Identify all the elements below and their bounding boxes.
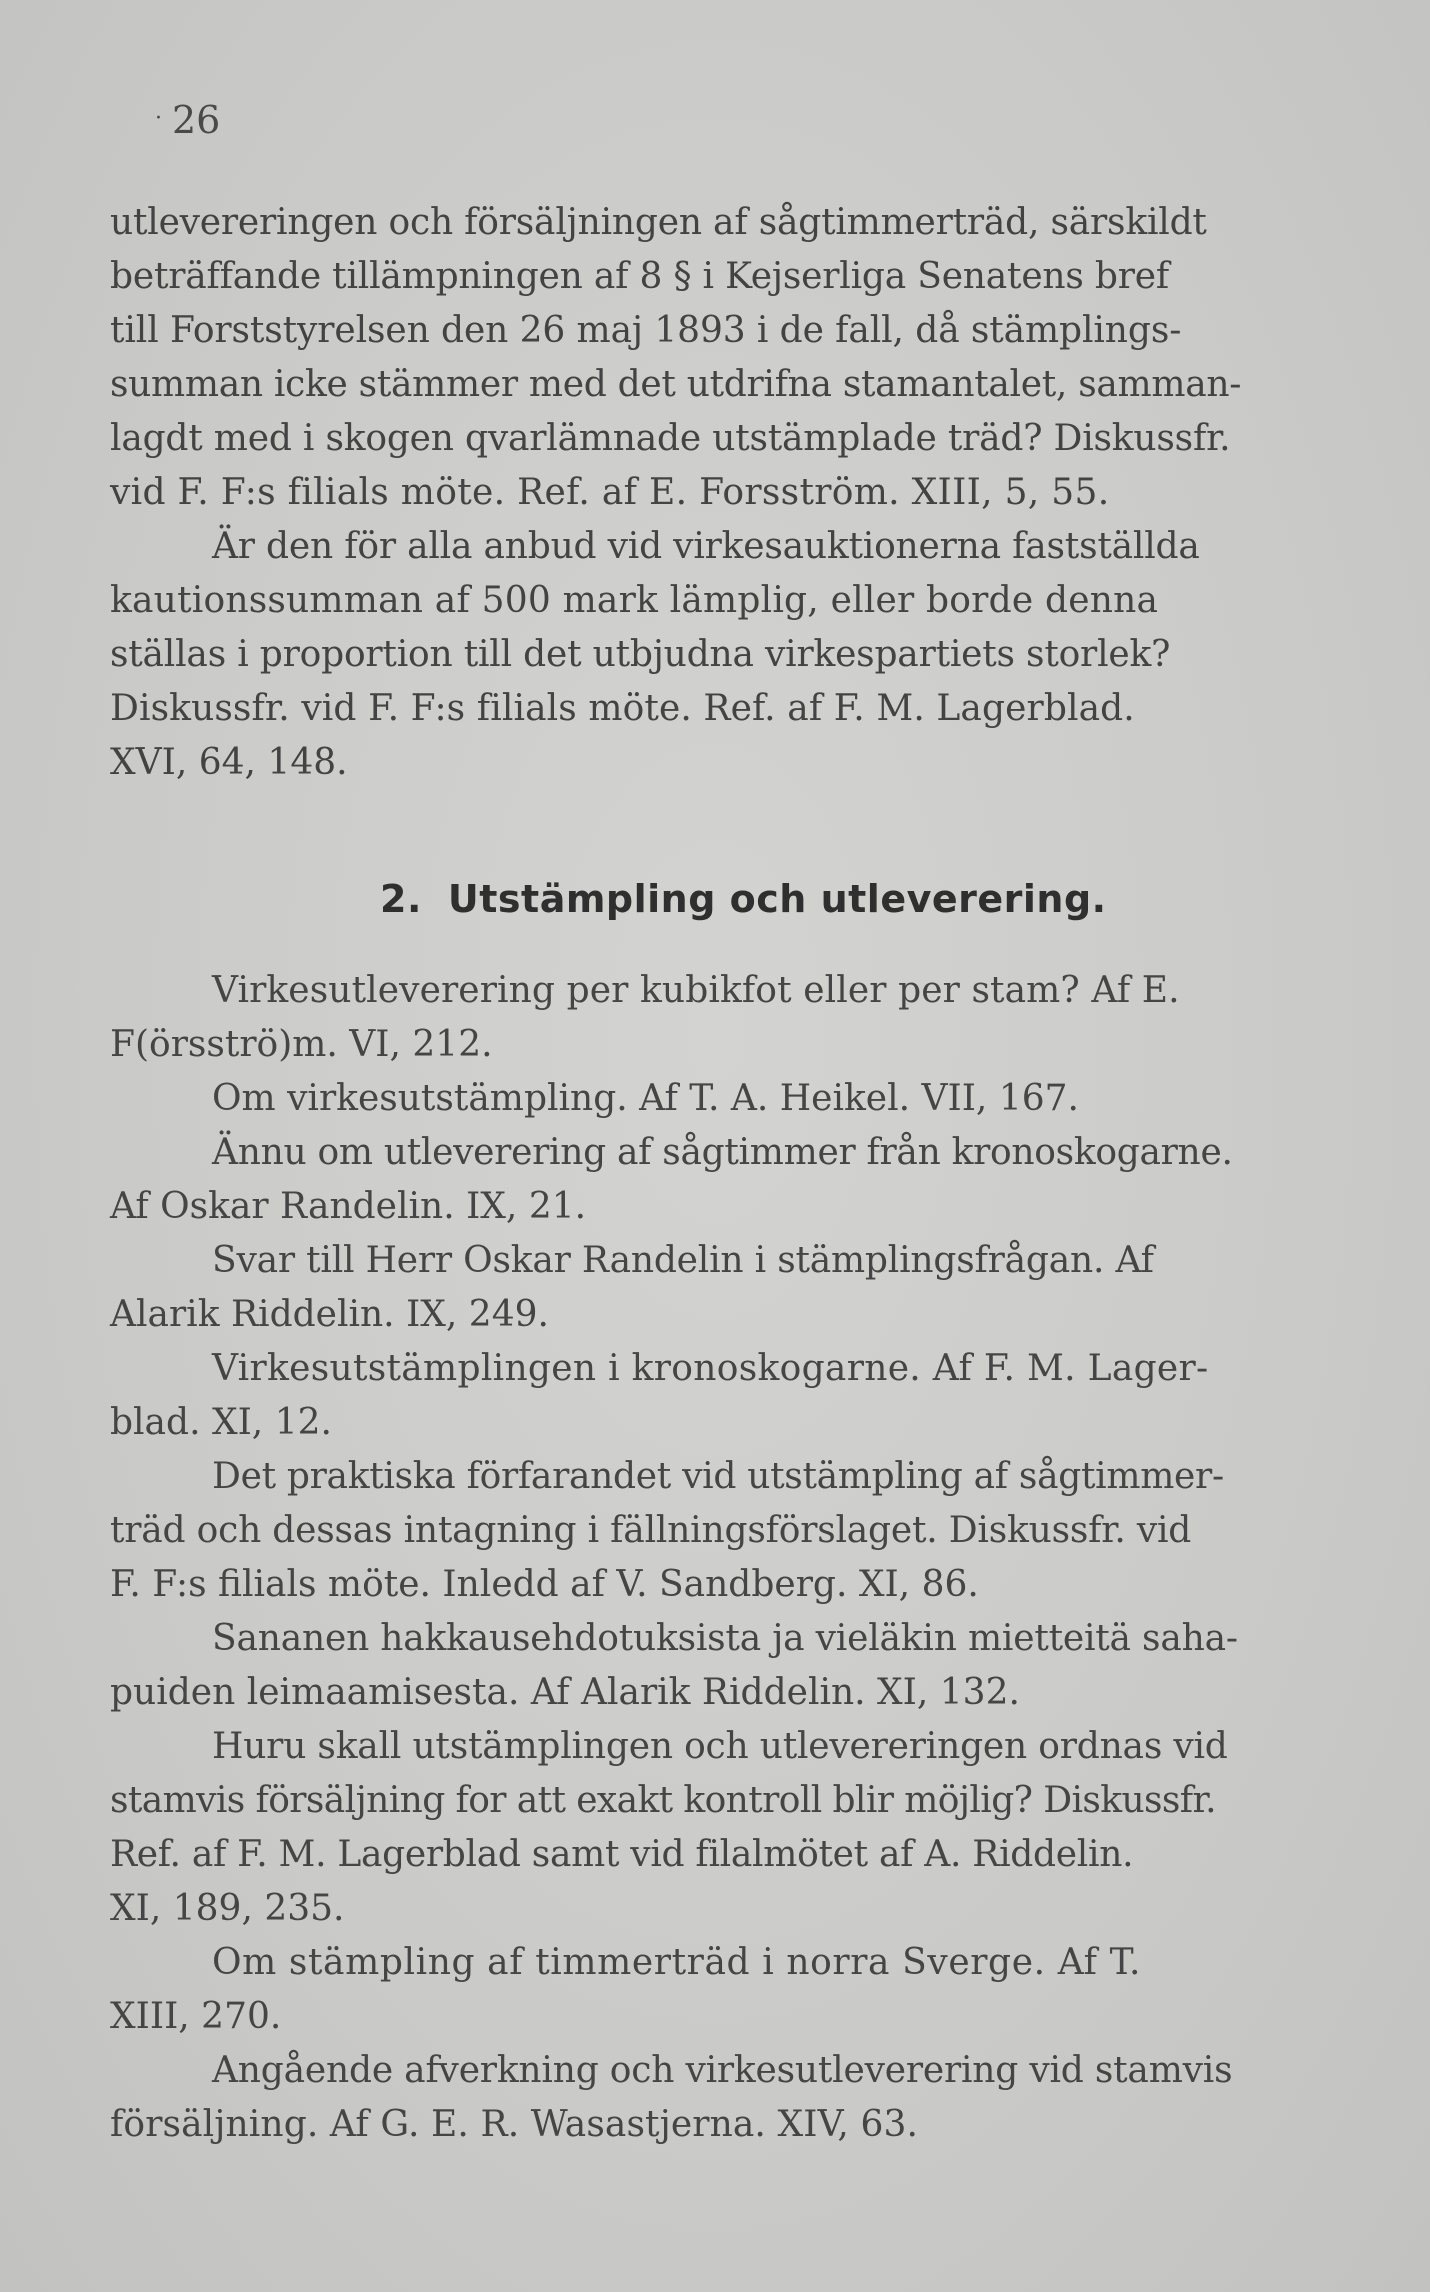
text-line: puiden leimaamisesta. Af Alarik Riddelin. XI, 132. bbox=[110, 1672, 1020, 1713]
text-line: lagdt med i skogen qvarlämnade utstämplade träd? Diskussfr. bbox=[110, 418, 1231, 459]
page-number-value: 26 bbox=[172, 98, 221, 142]
page-number-dot: · bbox=[155, 106, 162, 131]
section-number: 2. bbox=[380, 877, 422, 921]
text-line: F. F:s filials möte. Inledd af V. Sandberg. XI, 86. bbox=[110, 1564, 979, 1605]
text-line: Virkesutstämplingen i kronoskogarne. Af F. M. Lager- bbox=[212, 1348, 1209, 1389]
text-line: summan icke stämmer med det utdrifna stamantalet, samman- bbox=[110, 364, 1242, 405]
text-line: XI, 189, 235. bbox=[110, 1888, 345, 1929]
text-line: beträffande tillämpningen af 8 § i Kejserliga Senatens bref bbox=[110, 256, 1170, 297]
text-line: träd och dessas intagning i fällningsförslaget. Diskussfr. vid bbox=[110, 1510, 1192, 1551]
text-line: Är den för alla anbud vid virkesauktionerna fastställda bbox=[212, 526, 1200, 567]
section-title: Utstämpling och utleverering. bbox=[447, 877, 1107, 921]
text-line: Af Oskar Randelin. IX, 21. bbox=[110, 1186, 587, 1227]
text-line: Det praktiska förfarandet vid utstämpling af sågtimmer- bbox=[212, 1456, 1224, 1497]
text-line: blad. XI, 12. bbox=[110, 1402, 332, 1443]
text-line: Angående afverkning och virkesutleverering vid stamvis bbox=[212, 2050, 1233, 2091]
text-line: försäljning. Af G. E. R. Wasastjerna. XIV, 63. bbox=[110, 2104, 919, 2145]
text-line: Virkesutleverering per kubikfot eller per stam? Af E. bbox=[212, 970, 1180, 1011]
text-line: F(örsströ)m. VI, 212. bbox=[110, 1024, 493, 1065]
text-line: stamvis försäljning for att exakt kontroll blir möjlig? Diskussfr. bbox=[110, 1780, 1217, 1821]
text-line: Diskussfr. vid F. F:s filials möte. Ref. af F. M. Lagerblad. bbox=[110, 688, 1135, 729]
text-line: utlevereringen och försäljningen af sågtimmerträd, särskildt bbox=[110, 202, 1207, 243]
section-heading bbox=[380, 877, 1107, 921]
text-line: XVI, 64, 148. bbox=[110, 742, 348, 783]
text-line: Svar till Herr Oskar Randelin i stämplingsfrågan. Af bbox=[212, 1240, 1154, 1281]
text-line: Sananen hakkausehdotuksista ja vieläkin mietteitä saha- bbox=[212, 1618, 1238, 1659]
text-line: ställas i proportion till det utbjudna virkespartiets storlek? bbox=[110, 634, 1171, 675]
text-line: vid F. F:s filials möte. Ref. af E. Forsström. XIII, 5, 55. bbox=[110, 472, 1110, 513]
text-line: Ännu om utleverering af sågtimmer från kronoskogarne. bbox=[212, 1132, 1233, 1173]
page-number bbox=[155, 98, 220, 142]
text-line: Om virkesutstämpling. Af T. A. Heikel. VII, 167. bbox=[212, 1078, 1079, 1119]
text-line: Alarik Riddelin. IX, 249. bbox=[110, 1294, 549, 1335]
text-line: kautionssumman af 500 mark lämplig, eller borde denna bbox=[110, 580, 1159, 621]
text-line: XIII, 270. bbox=[110, 1996, 282, 2037]
text-line: Ref. af F. M. Lagerblad samt vid filalmötet af A. Riddelin. bbox=[110, 1834, 1134, 1875]
text-line: Om stämpling af timmerträd i norra Sverge. Af T. bbox=[212, 1942, 1141, 1983]
text-line: Huru skall utstämplingen och utlevereringen ordnas vid bbox=[212, 1726, 1228, 1767]
text-line: till Forststyrelsen den 26 maj 1893 i de fall, då stämplings- bbox=[110, 310, 1182, 351]
